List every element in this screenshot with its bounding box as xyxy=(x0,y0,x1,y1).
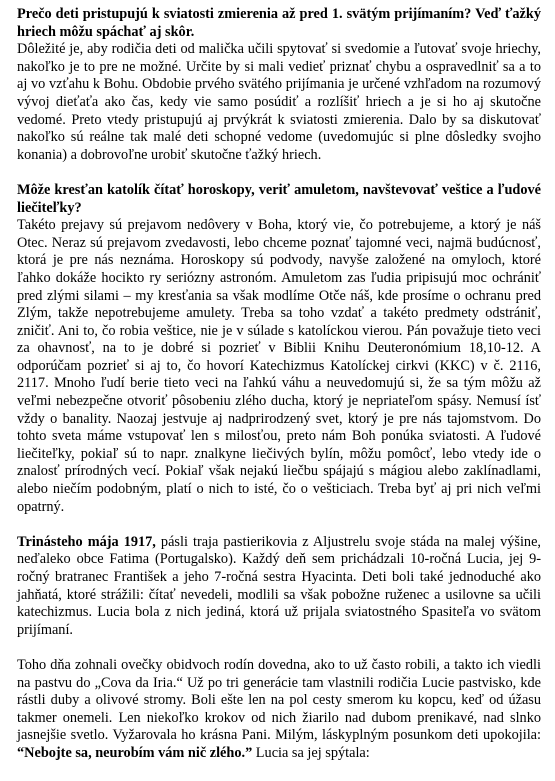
section-body-horoscopes: Takéto prejavy sú prejavom nedôvery v Boha, ktorý vie, čo potrebujeme, a ktorý je náš Otec. Neraz sú prejavom zvedavosti, lebo chceme poznať tajomné veci, najmä budúcnosť, ktorá je pre nás neznáma. Horoskopy sú podvody, navyše založené na omyloch, ktoré ľahko dokáže hocikto ry seriózny astronóm. Amuletom zas ľudia pripisujú moc ochrániť pred zlými silami – my kresťania sa však modlíme Otče náš, kde prosíme o ochranu pred Zlým, takže nepotrebujeme amulety. Treba sa toho vzdať a takéto predmety odstrániť, zničiť. Ani to, čo robia veštice, nie je v súlade s katolíckou vierou. Pán považuje tieto veci za ohavnosť, na to je dobré si pozrieť v Biblii Knihu Deuteronómium 18,10-12. A odporúčam pozrieť si aj to, čo hovorí Katechizmus Katolíckej cirkvi (KKC) v č. 2116, 2117. Mnoho ľudí berie tieto veci na ľahkú váhu a neuvedomujú si, že sa tým môžu až veľmi nebezpečne otvoriť pôsobeniu zlého ducha, ktorý je nepriateľom spásy. Nemusí ísť vždy o banality. Naozaj jestvuje aj nadprirodzený svet, ktorý je pre nás tajomstvom. Do tohto sveta máme vstupovať len s milosťou, preto nám Boh ponúka sviatosti. A ľudové liečiteľky, pokiaľ sú to napr. znalkyne liečivých bylín, môžu pomôcť, lebo vtedy ide o znalosť prírodných vecí. Pokiaľ však nejakú liečbu spájajú s mágiou alebo zaklínadlami, alebo niečím podobným, platí o nich to isté, čo o vešticiach. Treba byť aj pri nich veľmi opatrný. xyxy=(17,217,541,515)
fatima-date-lead: Trinásteho mája 1917, xyxy=(17,533,156,550)
fatima-intro-text: pásli traja pastierikovia z Aljustrelu svoje stáda na malej výšine, neďaleko obce Fatima (Portugalsko). Každý deň sem prichádzali 10-ročná Lucia, jej 9-ročný bratranec František a jeho 7-ročná sestra Hyacinta. Deti boli také jednoduché ako jahňatá, ktoré strážili: čítať nevedeli, modlili sa však pobožne ruženec a usilovne sa učili katechizmus. Lucia bola z nich jediná, ktorá už prijala sviatostného Spasiteľa vo svätom prijímaní. xyxy=(17,533,541,638)
section-fatima-intro xyxy=(17,534,541,640)
apparition-quote: “Nebojte sa, neurobím vám nič zlého.” xyxy=(17,744,253,761)
section-body-confession: Dôležité je, aby rodičia deti od malička učili spytovať si svedomie a ľutovať svoje hriechy, nakoľko je to pre ne možné. Určite by si mali vedieť priznať chybu a ospravedlniť sa a to aj vo vzťahu k Bohu. Obdobie prvého svätého prijímania je určené vzhľadom na rozumový vývoj dieťaťa ako čas, kedy vie samo posúdiť a rozlíšiť hriech a je si ho aj skutočne vedomé. Preto vtedy pristupujú aj prvýkrát k sviatosti zmierenia. Dalo by sa diskutovať nakoľko sú reálne tak malé deti schopné vedome (uvedomujúc si plne dôsledky svojho konania) a dobrovoľne urobiť skutočne ťažký hriech. xyxy=(17,41,541,163)
paragraph-gap xyxy=(17,639,541,657)
apparition-text: Toho dňa zohnali ovečky obidvoch rodín dovedna, ako to už často robili, a takto ich viedli na pastvu do „Cova da Iria.“ Už po tri generácie tam vlastnili rodičia Lucie pastvisko, kde rástli duby a olivové stromy. Boli ešte len na pol cesty smerom ku kopcu, keď od úžasu takmer onemeli. Len niekoľko krokov od nich žiarilo nad dubom prenikavé, nad slnko jasnejšie svetlo. Vyžarovala ho krásna Pani. Milým, láskyplným posunkom deti upokojila: xyxy=(17,656,541,744)
section-fatima-apparition xyxy=(17,657,541,763)
paragraph-gap xyxy=(17,516,541,534)
section-heading-horoscopes: Môže kresťan katolík čítať horoskopy, veriť amuletom, navštevovať veštice a ľudové liečiteľky? xyxy=(17,181,541,216)
paragraph-gap xyxy=(17,164,541,182)
apparition-tail: Lucia sa jej spýtala: xyxy=(252,744,370,761)
section-heading-confession: Prečo deti pristupujú k sviatosti zmierenia až pred 1. svätým prijímaním? Veď ťažký hriech môžu spáchať aj skôr. xyxy=(17,6,541,40)
